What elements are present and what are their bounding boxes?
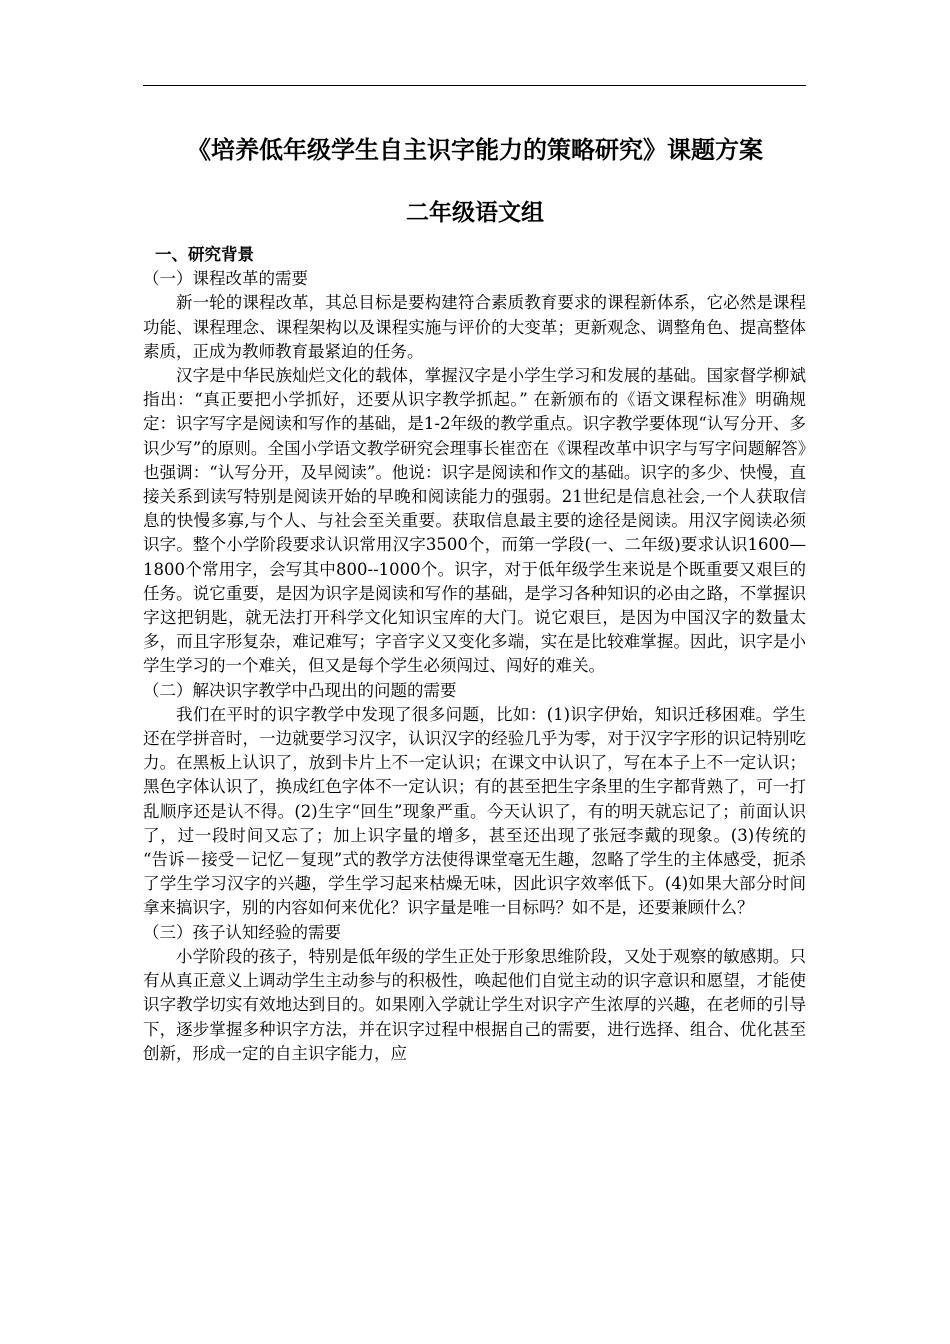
subsection-heading: （二）解决识字教学中凸现出的问题的需要 bbox=[143, 680, 457, 700]
paragraph: 汉字是中华民族灿烂文化的载体，掌握汉字是小学生学习和发展的基础。国家督学柳斌指出：“真正要把小学抓好，还要从识字教学抓起。” 在新颁布的《语文课程标准》明确规定：识字写字是阅读和写作的基础，是1-2年级的教学重点。识字教学要体现“认写分开、多识少写”的原则。全国小学语文教学研究会理事长崔峦在《课程改革中识字与写字问题解答》也强调：“认写分开，及早阅读”。他说：识字是阅读和作文的基础。识字的多少、快慢，直接关系到读写特别是阅读开始的早晚和阅读能力的强弱。21世纪是信息社会,一个人获取信息的快慢多寡,与个人、与社会至关重要。获取信息最主要的途径是阅读。用汉字阅读必须识字。整个小学阶段要求认识常用汉字3500个，而第一学段(一、二年级)要求认识1600—1800个常用字，会写其中800--1000个。识字，对于低年级学生来说是个既重要又艰巨的任务。说它重要，是因为识字是阅读和写作的基础，是学习各种知识的必由之路，不掌握识字这把钥匙，就无法打开科学文化知识宝库的大门。说它艰巨，是因为中国汉字的数量太多，而且字形复杂，难记难写；字音字义又变化多端，实在是比较难掌握。因此，识字是小学生学习的一个难关，但又是每个学生必须闯过、闯好的难关。 bbox=[143, 366, 806, 676]
document-body bbox=[143, 243, 806, 1066]
header-rule bbox=[143, 85, 806, 86]
subsection-heading: （三）孩子认知经验的需要 bbox=[143, 922, 341, 942]
paragraph: 小学阶段的孩子，特别是低年级的学生正处于形象思维阶段，又处于观察的敏感期。只有从真正意义上调动学生主动参与的积极性，唤起他们自觉主动的识字意识和愿望，才能使识字教学切实有效地达到目的。如果刚入学就让学生对识字产生浓厚的兴趣，在老师的引导下，逐步掌握多种识字方法，并在识字过程中根据自己的需要，进行选择、组合、优化甚至创新，形成一定的自主识字能力，应 bbox=[143, 946, 806, 1063]
section-heading: 一、研究背景 bbox=[155, 245, 254, 264]
paragraph: 新一轮的课程改革，其总目标是要构建符合素质教育要求的课程新体系，它必然是课程功能、课程理念、课程架构以及课程实施与评价的大变革；更新观念、调整角色、提高整体素质，正成为教师教育最紧迫的任务。 bbox=[143, 293, 806, 361]
document-title: 《培养低年级学生自主识字能力的策略研究》课题方案 bbox=[187, 136, 763, 164]
document-subtitle: 二年级语文组 bbox=[406, 200, 544, 226]
subsection-heading: （一）课程改革的需要 bbox=[143, 269, 308, 289]
paragraph: 我们在平时的识字教学中发现了很多问题，比如：(1)识字伊始，知识迁移困难。学生还在学拼音时，一边就要学习汉字，认识汉字的经验几乎为零，对于汉字字形的识记特别吃力。在黑板上认识了，放到卡片上不一定认识；在课文中认识了，写在本子上不一定认识；黑色字体认识了，换成红色字体不一定认识；有的甚至把生字条里的生字都背熟了，可一打乱顺序还是认不得。(2)生字“回生”现象严重。今天认识了，有的明天就忘记了；前面认识了，过一段时间又忘了；加上识字量的增多，甚至还出现了张冠李戴的现象。(3)传统的 “告诉－接受－记忆－复现”式的教学方法使得课堂毫无生趣，忽略了学生的主体感受，扼杀了学生学习汉字的兴趣，学生学习起来枯燥无味，因此识字效率低下。(4)如果大部分时间拿来搞识字，别的内容如何来优化？识字量是唯一目标吗？如不是，还要兼顾什么？ bbox=[143, 704, 806, 918]
